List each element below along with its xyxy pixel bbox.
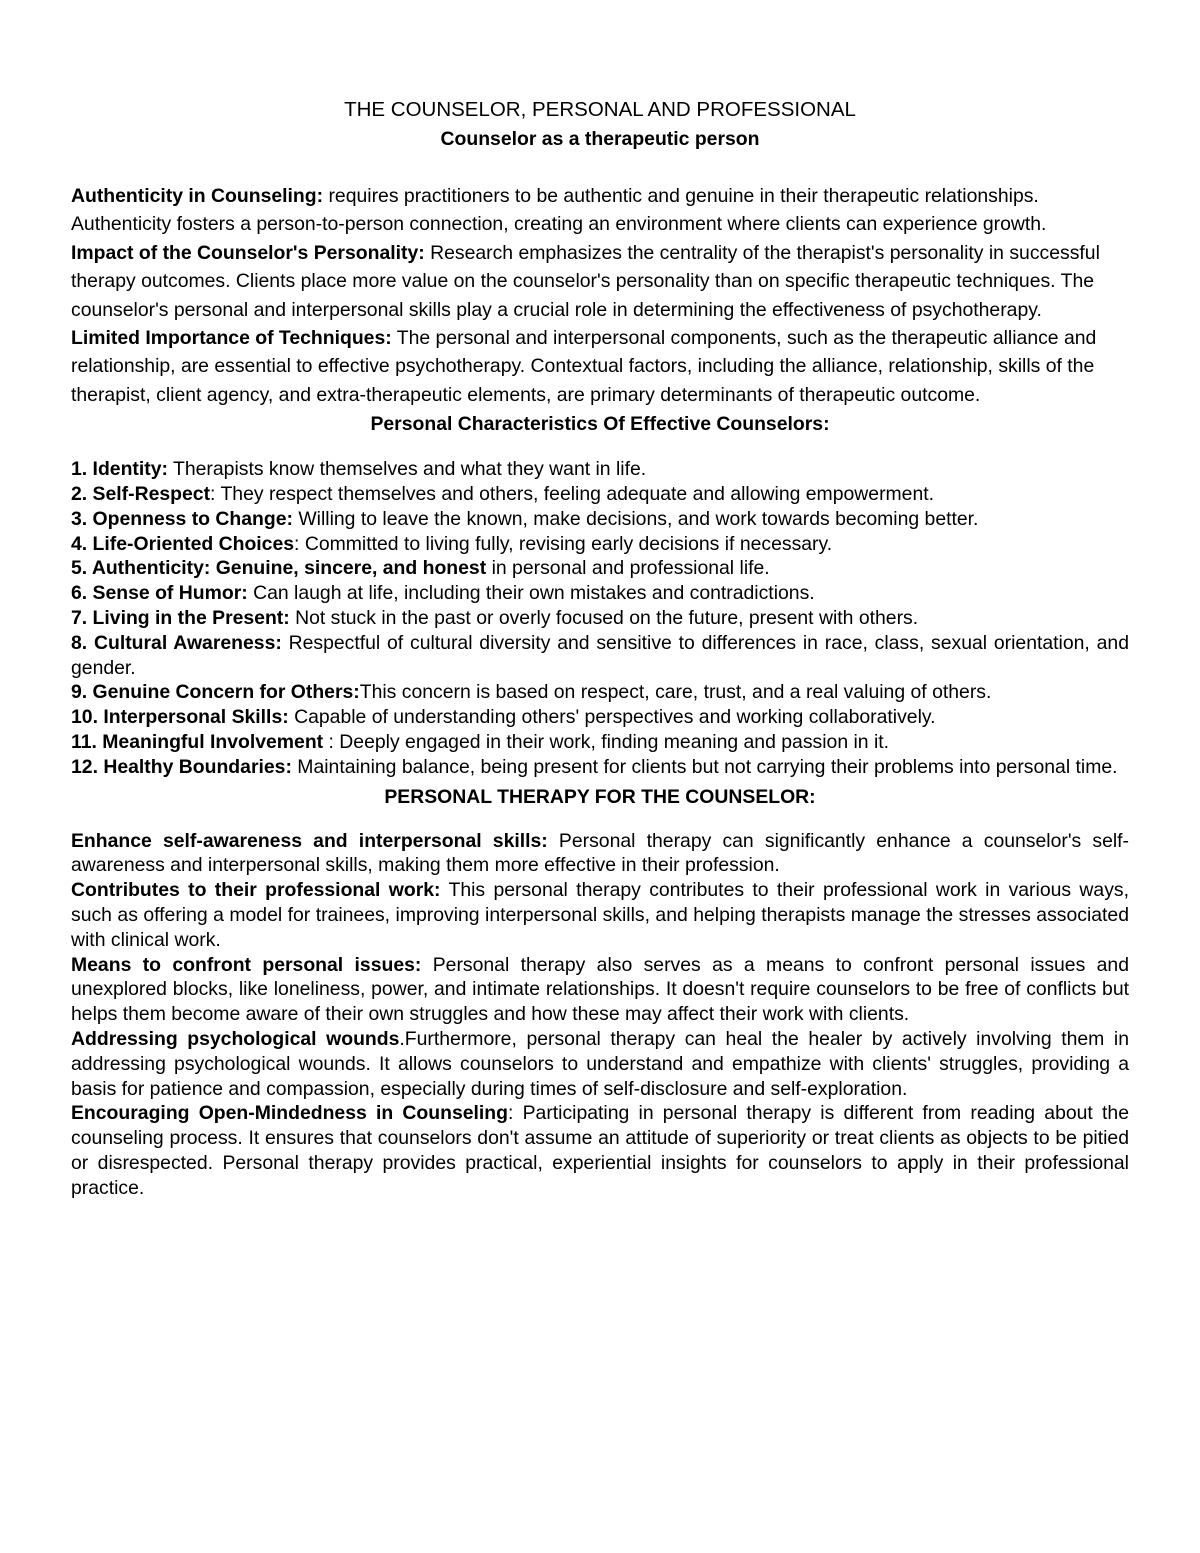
item-label: 9. Genuine Concern for Others: (71, 681, 360, 704)
item-text: Not stuck in the past or overly focused on the future, present with others. (289, 607, 919, 630)
list-item (71, 755, 1129, 780)
therapy-heading: PERSONAL THERAPY FOR THE COUNSELOR: (384, 785, 816, 808)
paragraph-label: Means to confront personal issues: (71, 953, 422, 976)
paragraph-label: Addressing psychological wounds (71, 1027, 400, 1050)
list-item (71, 457, 1129, 482)
intro-section (71, 182, 1129, 409)
paragraph-label: Limited Importance of Techniques: (71, 327, 392, 350)
intro-paragraph (71, 239, 1129, 324)
paragraph-label: Contributes to their professional work: (71, 879, 441, 902)
item-label: 6. Sense of Humor: (71, 582, 248, 605)
item-text: Therapists know themselves and what they want in life. (167, 458, 647, 481)
document-subtitle: Counselor as a therapeutic person (440, 128, 760, 150)
item-text: : Committed to living fully, revising early decisions if necessary. (294, 532, 833, 555)
paragraph-label: Enhance self-awareness and interpersonal skills: (71, 829, 548, 852)
therapy-paragraph (71, 1101, 1129, 1200)
paragraph-text: requires practitioners to be authentic and genuine in their therapeutic relationships. Authenticity fosters a person-to-person connection, creating an environment where clients can experience growth. (71, 185, 1047, 236)
list-item (71, 680, 1129, 705)
document-title: THE COUNSELOR, PERSONAL AND PROFESSIONAL (344, 98, 856, 121)
therapy-paragraph (71, 829, 1129, 879)
therapy-paragraph (71, 953, 1129, 1027)
list-item (71, 606, 1129, 631)
therapy-paragraph (71, 878, 1129, 952)
item-text: Capable of understanding others' perspectives and working collaboratively. (288, 706, 936, 729)
paragraph-text: .Furthermore, personal therapy can heal the healer by actively involving them in addressing psychological wounds. It allows counselors to understand and empathize with clients' struggles, providing a basis for patience and compassion, especially during times of self-disclosure and self-exploration. (71, 1027, 1129, 1100)
item-label: 8. Cultural Awareness: (71, 631, 282, 654)
list-item (71, 631, 1129, 681)
item-text: Respectful of cultural diversity and sensitive to differences in race, class, sexual orientation, and gender. (71, 631, 1129, 679)
list-item (71, 482, 1129, 507)
item-label: 4. Life-Oriented Choices (71, 532, 295, 555)
item-label: 3. Openness to Change: (71, 507, 293, 530)
item-text: Can laugh at life, including their own mistakes and contradictions. (247, 582, 815, 605)
paragraph-text: The personal and interpersonal components, such as the therapeutic alliance and relationship, are essential to effective psychotherapy. Contextual factors, including the alliance, relationship, skills of the therapist, client agency, and extra-therapeutic elements, are primary determinants of therapeutic outcome. (71, 327, 1097, 406)
paragraph-label: Encouraging Open-Mindedness in Counseling (71, 1102, 508, 1125)
item-text: : Deeply engaged in their work, finding meaning and passion in it. (323, 731, 890, 754)
item-label: 12. Healthy Boundaries: (71, 755, 292, 778)
list-item (71, 730, 1129, 755)
therapy-paragraph (71, 1027, 1129, 1101)
item-label: 5. Authenticity: Genuine, sincere, and honest (71, 557, 487, 580)
item-label: 1. Identity: (71, 458, 168, 481)
list-item (71, 507, 1129, 532)
list-item (71, 556, 1129, 581)
item-text: This concern is based on respect, care, trust, and a real valuing of others. (359, 681, 992, 704)
intro-paragraph (71, 324, 1129, 409)
paragraph-text: : Participating in personal therapy is different from reading about the counseling process. It ensures that counselors don't assume an attitude of superiority or treat clients as objects to be pitied or disrespected. Personal therapy provides practical, experiential insights for counselors to apply in their professional practice. (71, 1102, 1129, 1199)
item-text: Willing to leave the known, make decisions, and work towards becoming better. (292, 507, 979, 530)
paragraph-text: Personal therapy also serves as a means to confront personal issues and unexplored blocks, like loneliness, power, and intimate relationships. It doesn't require counselors to be free of conflicts but helps them become aware of their own struggles and how these may affect their work with clients. (71, 953, 1129, 1026)
list-item (71, 532, 1129, 557)
list-item (71, 581, 1129, 606)
characteristics-list (71, 457, 1129, 779)
paragraph-label: Authenticity in Counseling: (71, 185, 324, 207)
paragraph-text: Research emphasizes the centrality of the therapist's personality in successful therapy outcomes. Clients place more value on the counselor's personality than on specific therapeutic techniques. The counselor's personal and interpersonal skills play a crucial role in determining the effectiveness of psychotherapy. (71, 241, 1100, 321)
item-text: Maintaining balance, being present for clients but not carrying their problems into personal time. (291, 755, 1118, 778)
paragraph-text: Personal therapy can significantly enhance a counselor's self-awareness and interpersonal skills, making them more effective in their profession. (71, 829, 1130, 877)
item-label: 7. Living in the Present: (71, 607, 290, 630)
item-text: in personal and professional life. (486, 557, 770, 580)
therapy-section (71, 829, 1129, 1201)
item-text: : They respect themselves and others, feeling adequate and allowing empowerment. (210, 483, 935, 506)
item-label: 2. Self-Respect (71, 483, 211, 506)
characteristics-heading: Personal Characteristics Of Effective Counselors: (370, 413, 830, 436)
item-label: 10. Interpersonal Skills: (71, 706, 289, 729)
paragraph-text: This personal therapy contributes to their professional work in various ways, such as offering a model for trainees, improving interpersonal skills, and helping therapists manage the stresses associated with clinical work. (71, 879, 1129, 951)
item-label: 11. Meaningful Involvement (71, 731, 324, 754)
paragraph-label: Impact of the Counselor's Personality: (71, 241, 425, 264)
list-item (71, 705, 1129, 730)
intro-paragraph (71, 182, 1129, 239)
